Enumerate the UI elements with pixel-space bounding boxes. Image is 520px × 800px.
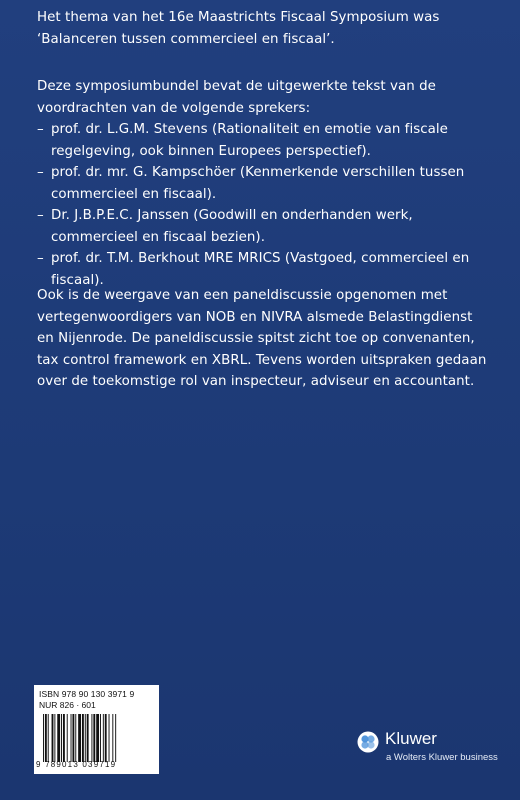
bundle-lead-line: voordrachten van de volgende sprekers:	[37, 100, 311, 116]
panel-line: Ook is de weergave van een paneldiscussie opgenomen met	[37, 288, 448, 303]
speaker-item	[37, 205, 487, 248]
barcode-digits: 9 789013 039719	[36, 760, 117, 769]
panel-line: over de toekomstige rol van inspecteur, adviseur en accountant.	[37, 374, 475, 389]
barcode-icon	[42, 714, 152, 762]
intro-paragraph	[37, 7, 487, 50]
intro-line: ‘Balanceren tussen commercieel en fiscaal’.	[37, 31, 335, 47]
speaker-line: commercieel en fiscaal).	[51, 186, 217, 202]
kluwer-logo-icon	[357, 731, 379, 753]
speaker-line: prof. dr. T.M. Berkhout MRE MRICS (Vastgoed, commercieel en	[51, 251, 470, 266]
panel-line: en Nijenrode. De paneldiscussie spitst zicht toe op convenanten,	[37, 331, 475, 346]
speaker-line: regelgeving, ook binnen Europees perspectief).	[51, 143, 371, 159]
isbn-text: ISBN 978 90 130 3971 9	[39, 689, 135, 699]
publisher-tagline: a Wolters Kluwer business	[386, 752, 498, 763]
speaker-item	[37, 119, 487, 162]
nur-text: NUR 826 · 601	[39, 700, 96, 710]
speaker-line: Dr. J.B.P.E.C. Janssen (Goodwill en onderhanden werk,	[51, 208, 413, 223]
speaker-line: prof. dr. mr. G. Kampschöer (Kenmerkende verschillen tussen	[51, 165, 465, 180]
speaker-list	[37, 119, 487, 291]
panel-line: tax control framework en XBRL. Tevens worden uitspraken gedaan	[37, 352, 487, 368]
list-dash: –	[37, 251, 44, 266]
bundle-lead-line: Deze symposiumbundel bevat de uitgewerkte tekst van de	[37, 79, 436, 94]
speaker-item	[37, 162, 487, 205]
list-dash: –	[37, 208, 44, 223]
list-dash: –	[37, 165, 44, 180]
speaker-line: prof. dr. L.G.M. Stevens (Rationaliteit en emotie van fiscale	[51, 122, 448, 137]
bundle-paragraph	[37, 76, 487, 291]
panel-line: vertegenwoordigers van NOB en NIVRA alsmede Belastingdienst	[37, 309, 473, 325]
panel-paragraph	[37, 285, 487, 393]
speaker-line: commercieel en fiscaal bezien).	[51, 229, 266, 245]
list-dash: –	[37, 122, 44, 137]
barcode-label	[34, 685, 159, 774]
publisher-name: Kluwer	[385, 729, 437, 748]
intro-line: Het thema van het 16e Maastrichts Fiscaal Symposium was	[37, 10, 440, 25]
speaker-line: fiscaal).	[51, 272, 104, 288]
